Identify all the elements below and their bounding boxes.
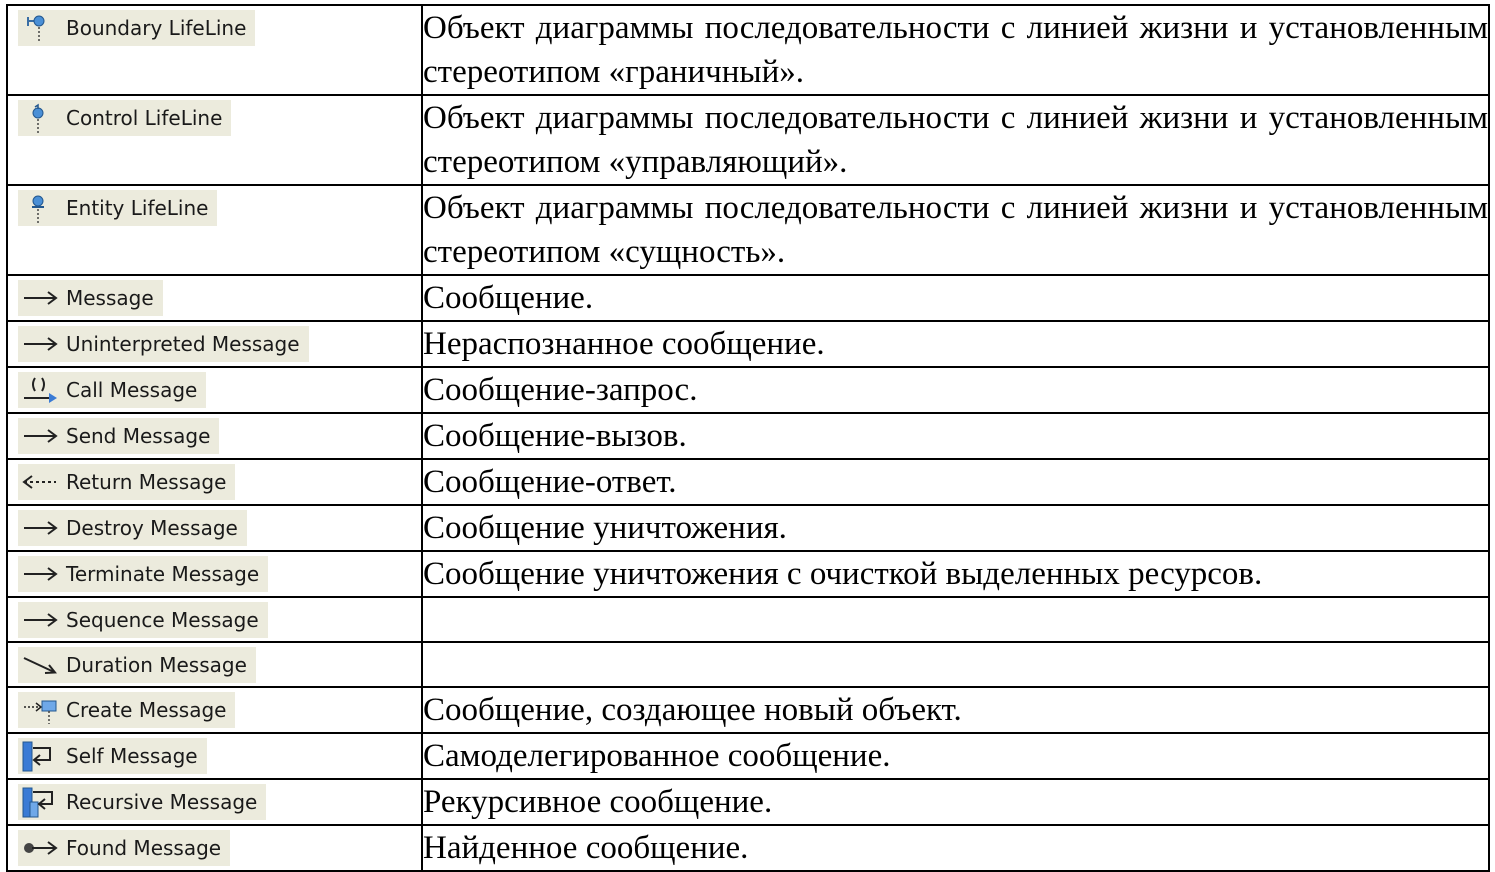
call-message-icon xyxy=(20,374,60,406)
tool-label: Terminate Message xyxy=(66,562,260,586)
description-cell: Сообщение. xyxy=(422,275,1489,321)
tool-chip-duration-message[interactable] xyxy=(18,647,256,683)
table-row xyxy=(7,733,1489,779)
table-row xyxy=(7,642,1489,687)
description-cell: Сообщение, создающее новый объект. xyxy=(422,687,1489,733)
tool-chip-return-message[interactable] xyxy=(18,464,235,500)
tool-label: Duration Message xyxy=(66,653,247,677)
tool-chip-message[interactable] xyxy=(18,280,163,316)
description-cell: Найденное сообщение. xyxy=(422,825,1489,871)
table-row xyxy=(7,321,1489,367)
tool-label: Found Message xyxy=(66,836,222,860)
table-row xyxy=(7,275,1489,321)
description-cell: Сообщение-ответ. xyxy=(422,459,1489,505)
table-row xyxy=(7,779,1489,825)
arrow-right-icon xyxy=(20,420,60,452)
control-lifeline-icon xyxy=(20,102,60,134)
arrow-right-icon xyxy=(20,604,60,636)
table-row xyxy=(7,597,1489,642)
tool-chip-control-lifeline[interactable] xyxy=(18,100,231,136)
table-row xyxy=(7,825,1489,871)
tool-chip-create-message[interactable] xyxy=(18,692,235,728)
found-message-icon xyxy=(20,832,60,864)
tool-label: Entity LifeLine xyxy=(66,196,209,220)
tool-chip-self-message[interactable] xyxy=(18,738,207,774)
table-row xyxy=(7,459,1489,505)
tools-table xyxy=(6,4,1490,872)
recursive-message-icon xyxy=(20,786,60,818)
description-cell: Сообщение уничтожения. xyxy=(422,505,1489,551)
description-cell xyxy=(422,642,1489,687)
table-row xyxy=(7,185,1489,275)
tool-label: Self Message xyxy=(66,744,198,768)
tool-label: Return Message xyxy=(66,470,227,494)
table-row xyxy=(7,5,1489,95)
tool-label: Sequence Message xyxy=(66,608,259,632)
arrow-right-icon xyxy=(20,558,60,590)
table-row xyxy=(7,367,1489,413)
description-cell: Самоделегированное сообщение. xyxy=(422,733,1489,779)
create-message-icon xyxy=(20,694,60,726)
tool-chip-call-message[interactable] xyxy=(18,372,206,408)
tool-chip-found-message[interactable] xyxy=(18,830,230,866)
description-cell xyxy=(422,597,1489,642)
tool-chip-send-message[interactable] xyxy=(18,418,219,454)
entity-lifeline-icon xyxy=(20,192,60,224)
tool-label: Create Message xyxy=(66,698,227,722)
arrow-right-icon xyxy=(20,512,60,544)
diagonal-arrow-icon xyxy=(20,649,60,681)
arrow-right-icon xyxy=(20,328,60,360)
tool-label: Uninterpreted Message xyxy=(66,332,300,356)
tool-chip-boundary-lifeline[interactable] xyxy=(18,10,255,46)
table-row xyxy=(7,95,1489,185)
description-cell: Объект диаграммы последовательности с линией жизни и установленным стереотипом «управляющий». xyxy=(422,95,1489,185)
tool-chip-recursive-message[interactable] xyxy=(18,784,266,820)
tool-chip-destroy-message[interactable] xyxy=(18,510,247,546)
description-cell: Объект диаграммы последовательности с линией жизни и установленным стереотипом «сущность». xyxy=(422,185,1489,275)
description-cell: Рекурсивное сообщение. xyxy=(422,779,1489,825)
tool-label: Destroy Message xyxy=(66,516,238,540)
tool-chip-entity-lifeline[interactable] xyxy=(18,190,217,226)
tool-label: Message xyxy=(66,286,154,310)
tool-label: Control LifeLine xyxy=(66,106,223,130)
description-cell: Нераспознанное сообщение. xyxy=(422,321,1489,367)
table-row xyxy=(7,413,1489,459)
description-cell: Сообщение-вызов. xyxy=(422,413,1489,459)
tool-chip-sequence-message[interactable] xyxy=(18,602,268,638)
tool-chip-uninterpreted-message[interactable] xyxy=(18,326,309,362)
description-cell: Сообщение уничтожения с очисткой выделенных ресурсов. xyxy=(422,551,1489,597)
dashed-arrow-left-icon xyxy=(20,466,60,498)
description-cell: Сообщение-запрос. xyxy=(422,367,1489,413)
self-message-icon xyxy=(20,740,60,772)
table-row xyxy=(7,551,1489,597)
boundary-lifeline-icon xyxy=(20,12,60,44)
tool-chip-terminate-message[interactable] xyxy=(18,556,268,592)
tool-label: Boundary LifeLine xyxy=(66,16,247,40)
tool-label: Recursive Message xyxy=(66,790,258,814)
table-row xyxy=(7,505,1489,551)
description-cell: Объект диаграммы последовательности с линией жизни и установленным стереотипом «граничный». xyxy=(422,5,1489,95)
tool-label: Send Message xyxy=(66,424,211,448)
tool-label: Call Message xyxy=(66,378,198,402)
table-row xyxy=(7,687,1489,733)
arrow-right-icon xyxy=(20,282,60,314)
